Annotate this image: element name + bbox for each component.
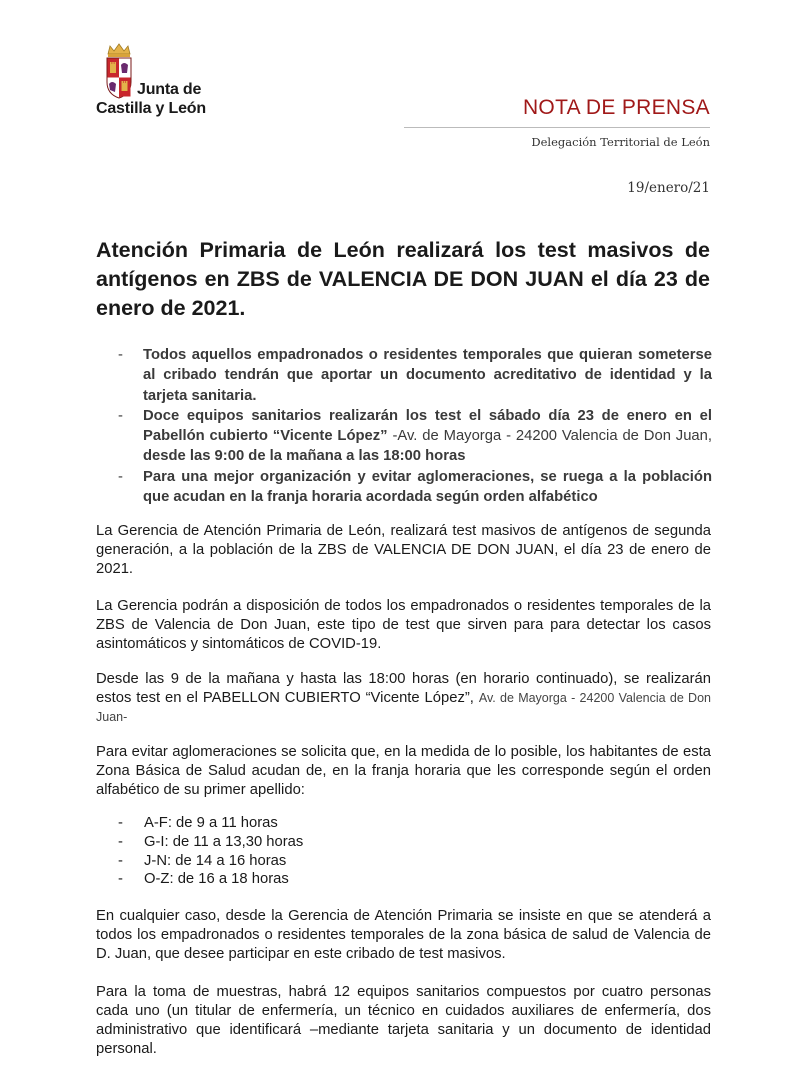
crest-icon: [104, 42, 134, 100]
schedule-item: [118, 870, 303, 889]
highlights-list: [118, 345, 712, 507]
highlight-text: Doce equipos sanitarios realizarán los test el sábado día 23 de enero en el Pabellón cubierto “Vicente López”: [143, 407, 712, 445]
highlight-item: [118, 406, 712, 467]
body-paragraph-6: Para la toma de muestras, habrá 12 equipos sanitarios compuestos por cuatro personas cada uno (un titular de enfermería, un técnico en cuidados auxiliares de enfermería, dos administrativo que identificará –mediante tarjeta sanitaria y un documento de identidad personal.: [96, 984, 711, 1057]
schedule-text: O-Z: de 16 a 18 horas: [144, 871, 289, 888]
document-date: 19/enero/21: [627, 180, 710, 196]
list-dash: -: [118, 833, 123, 850]
schedule-text: A-F: de 9 a 11 horas: [144, 815, 278, 831]
highlight-item: [118, 467, 712, 508]
list-dash: -: [118, 815, 123, 831]
logo-text-castilla: Castilla y León: [96, 100, 206, 117]
list-dash: -: [118, 468, 123, 485]
body-paragraph-3: [96, 670, 711, 727]
department-name: Delegación Territorial de León: [531, 135, 710, 149]
list-dash: -: [118, 347, 123, 363]
schedule-text: G-I: de 11 a 13,30 horas: [144, 833, 304, 850]
highlight-text: Todos aquellos empadronados o residentes temporales que quieran someterse al cribado tendrán que aportar un documento acreditativo de identidad y la tarjeta sanitaria.: [143, 347, 712, 404]
schedule-list: [118, 814, 303, 889]
highlight-hours: desde las 9:00 de la mañana a las 18:00 horas: [143, 448, 466, 465]
highlight-item: [118, 345, 712, 406]
schedule-item: [118, 833, 303, 852]
paragraph-3-address: Av. de Mayorga - 24200 Valencia de Don Juan-: [96, 691, 711, 724]
header-divider: [404, 127, 710, 128]
press-release-title: Atención Primaria de León realizará los test masivos de antígenos en ZBS de VALENCIA DE DON JUAN el día 23 de enero de 2021.: [96, 238, 710, 320]
logo-text-junta: Junta de: [137, 81, 202, 98]
junta-logo: [94, 42, 234, 122]
schedule-text: J-N: de 14 a 16 horas: [144, 852, 287, 869]
schedule-item: [118, 814, 303, 833]
list-dash: -: [118, 871, 123, 888]
body-paragraph-2: La Gerencia podrán a disposición de todos los empadronados o residentes temporales de la ZBS de Valencia de Don Juan, este tipo de test que sirven para para detectar los casos asintomáticos y sintomáticos de COVID-19.: [96, 598, 711, 652]
list-dash: -: [118, 407, 123, 424]
highlight-address: -Av. de Mayorga - 24200 Valencia de Don Juan,: [392, 428, 712, 445]
body-paragraph-1: La Gerencia de Atención Primaria de León, realizará test masivos de antígenos de segunda generación, a la población de la ZBS de VALENCIA DE DON JUAN, el día 23 de enero de 2021.: [96, 523, 711, 577]
paragraph-3-main: Desde las 9 de la mañana y hasta las 18:00 horas (en horario continuado), se realizarán estos test en el PABELLON CUBIERTO “Vicente López”,: [96, 671, 711, 706]
document-type: NOTA DE PRENSA: [522, 96, 710, 119]
body-paragraph-5: En cualquier caso, desde la Gerencia de Atención Primaria se insiste en que se atenderá a todos los empadronados o residentes temporales de la zona básica de salud de Valencia de D. Juan, que desee participar en este cribado de test masivos.: [96, 908, 711, 962]
body-paragraph-4: Para evitar aglomeraciones se solicita que, en la medida de lo posible, los habitantes de esta Zona Básica de Salud acudan de, en la franja horaria que les corresponde según el orden alfabético de su primer apellido:: [96, 744, 711, 798]
highlight-text: Para una mejor organización y evitar aglomeraciones, se ruega a la población que acudan en la franja horaria acordada según orden alfabético: [143, 468, 712, 506]
schedule-item: [118, 852, 303, 871]
list-dash: -: [118, 852, 123, 869]
